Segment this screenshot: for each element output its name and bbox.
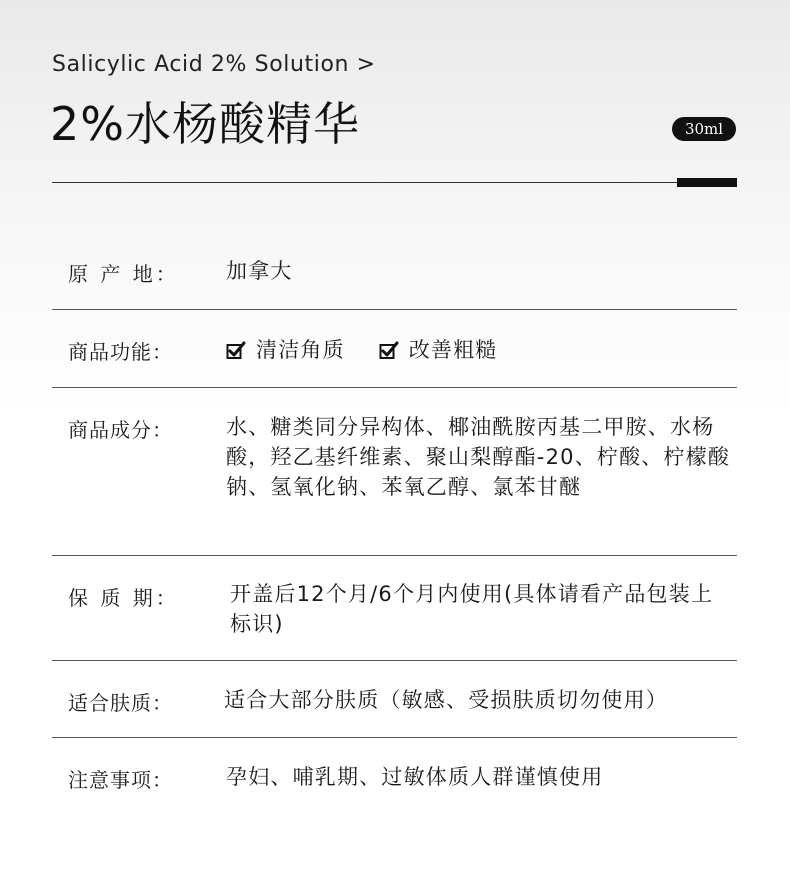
info-label: 保 质 期：	[68, 586, 179, 610]
english-product-name: Salicylic Acid 2% Solution >	[52, 52, 376, 77]
function-item	[226, 335, 345, 365]
info-value: 适合大部分肤质（敏感、受损肤质切勿使用）	[224, 688, 668, 712]
checkbox-checked-icon	[226, 341, 246, 359]
info-value	[226, 335, 731, 367]
header-divider-accent	[677, 178, 737, 187]
info-label: 商品功能：	[68, 340, 173, 364]
info-label: 原 产 地：	[68, 262, 179, 286]
volume-badge: 30ml	[672, 117, 736, 141]
checkbox-checked-icon	[379, 341, 399, 359]
info-label: 商品成分：	[68, 418, 173, 442]
page-title: 2%水杨酸精华	[50, 97, 360, 151]
info-label: 注意事项：	[68, 768, 173, 792]
header-divider	[52, 182, 682, 183]
info-row-shelf-life	[52, 556, 737, 661]
function-item	[379, 335, 498, 365]
info-value: 水、糖类同分异构体、椰油酰胺丙基二甲胺、水杨酸，羟乙基纤维素、聚山梨醇酯-20、柠酸、柠檬酸钠、氢氧化钠、苯氧乙醇、氯苯甘醚	[226, 415, 731, 499]
function-item-label: 清洁角质	[256, 338, 345, 362]
info-row-precautions	[52, 738, 737, 818]
function-item-label: 改善粗糙	[408, 338, 498, 362]
info-label: 适合肤质：	[68, 691, 173, 715]
info-value: 加拿大	[226, 259, 293, 283]
info-value: 开盖后12个月/6个月内使用(具体请看产品包装上标识)	[230, 582, 714, 636]
info-row-function	[52, 310, 737, 388]
info-row-skin-type	[52, 661, 737, 738]
info-row-origin	[52, 232, 737, 310]
info-row-ingredients	[52, 388, 737, 556]
info-value: 孕妇、哺乳期、过敏体质人群谨慎使用	[226, 765, 604, 789]
